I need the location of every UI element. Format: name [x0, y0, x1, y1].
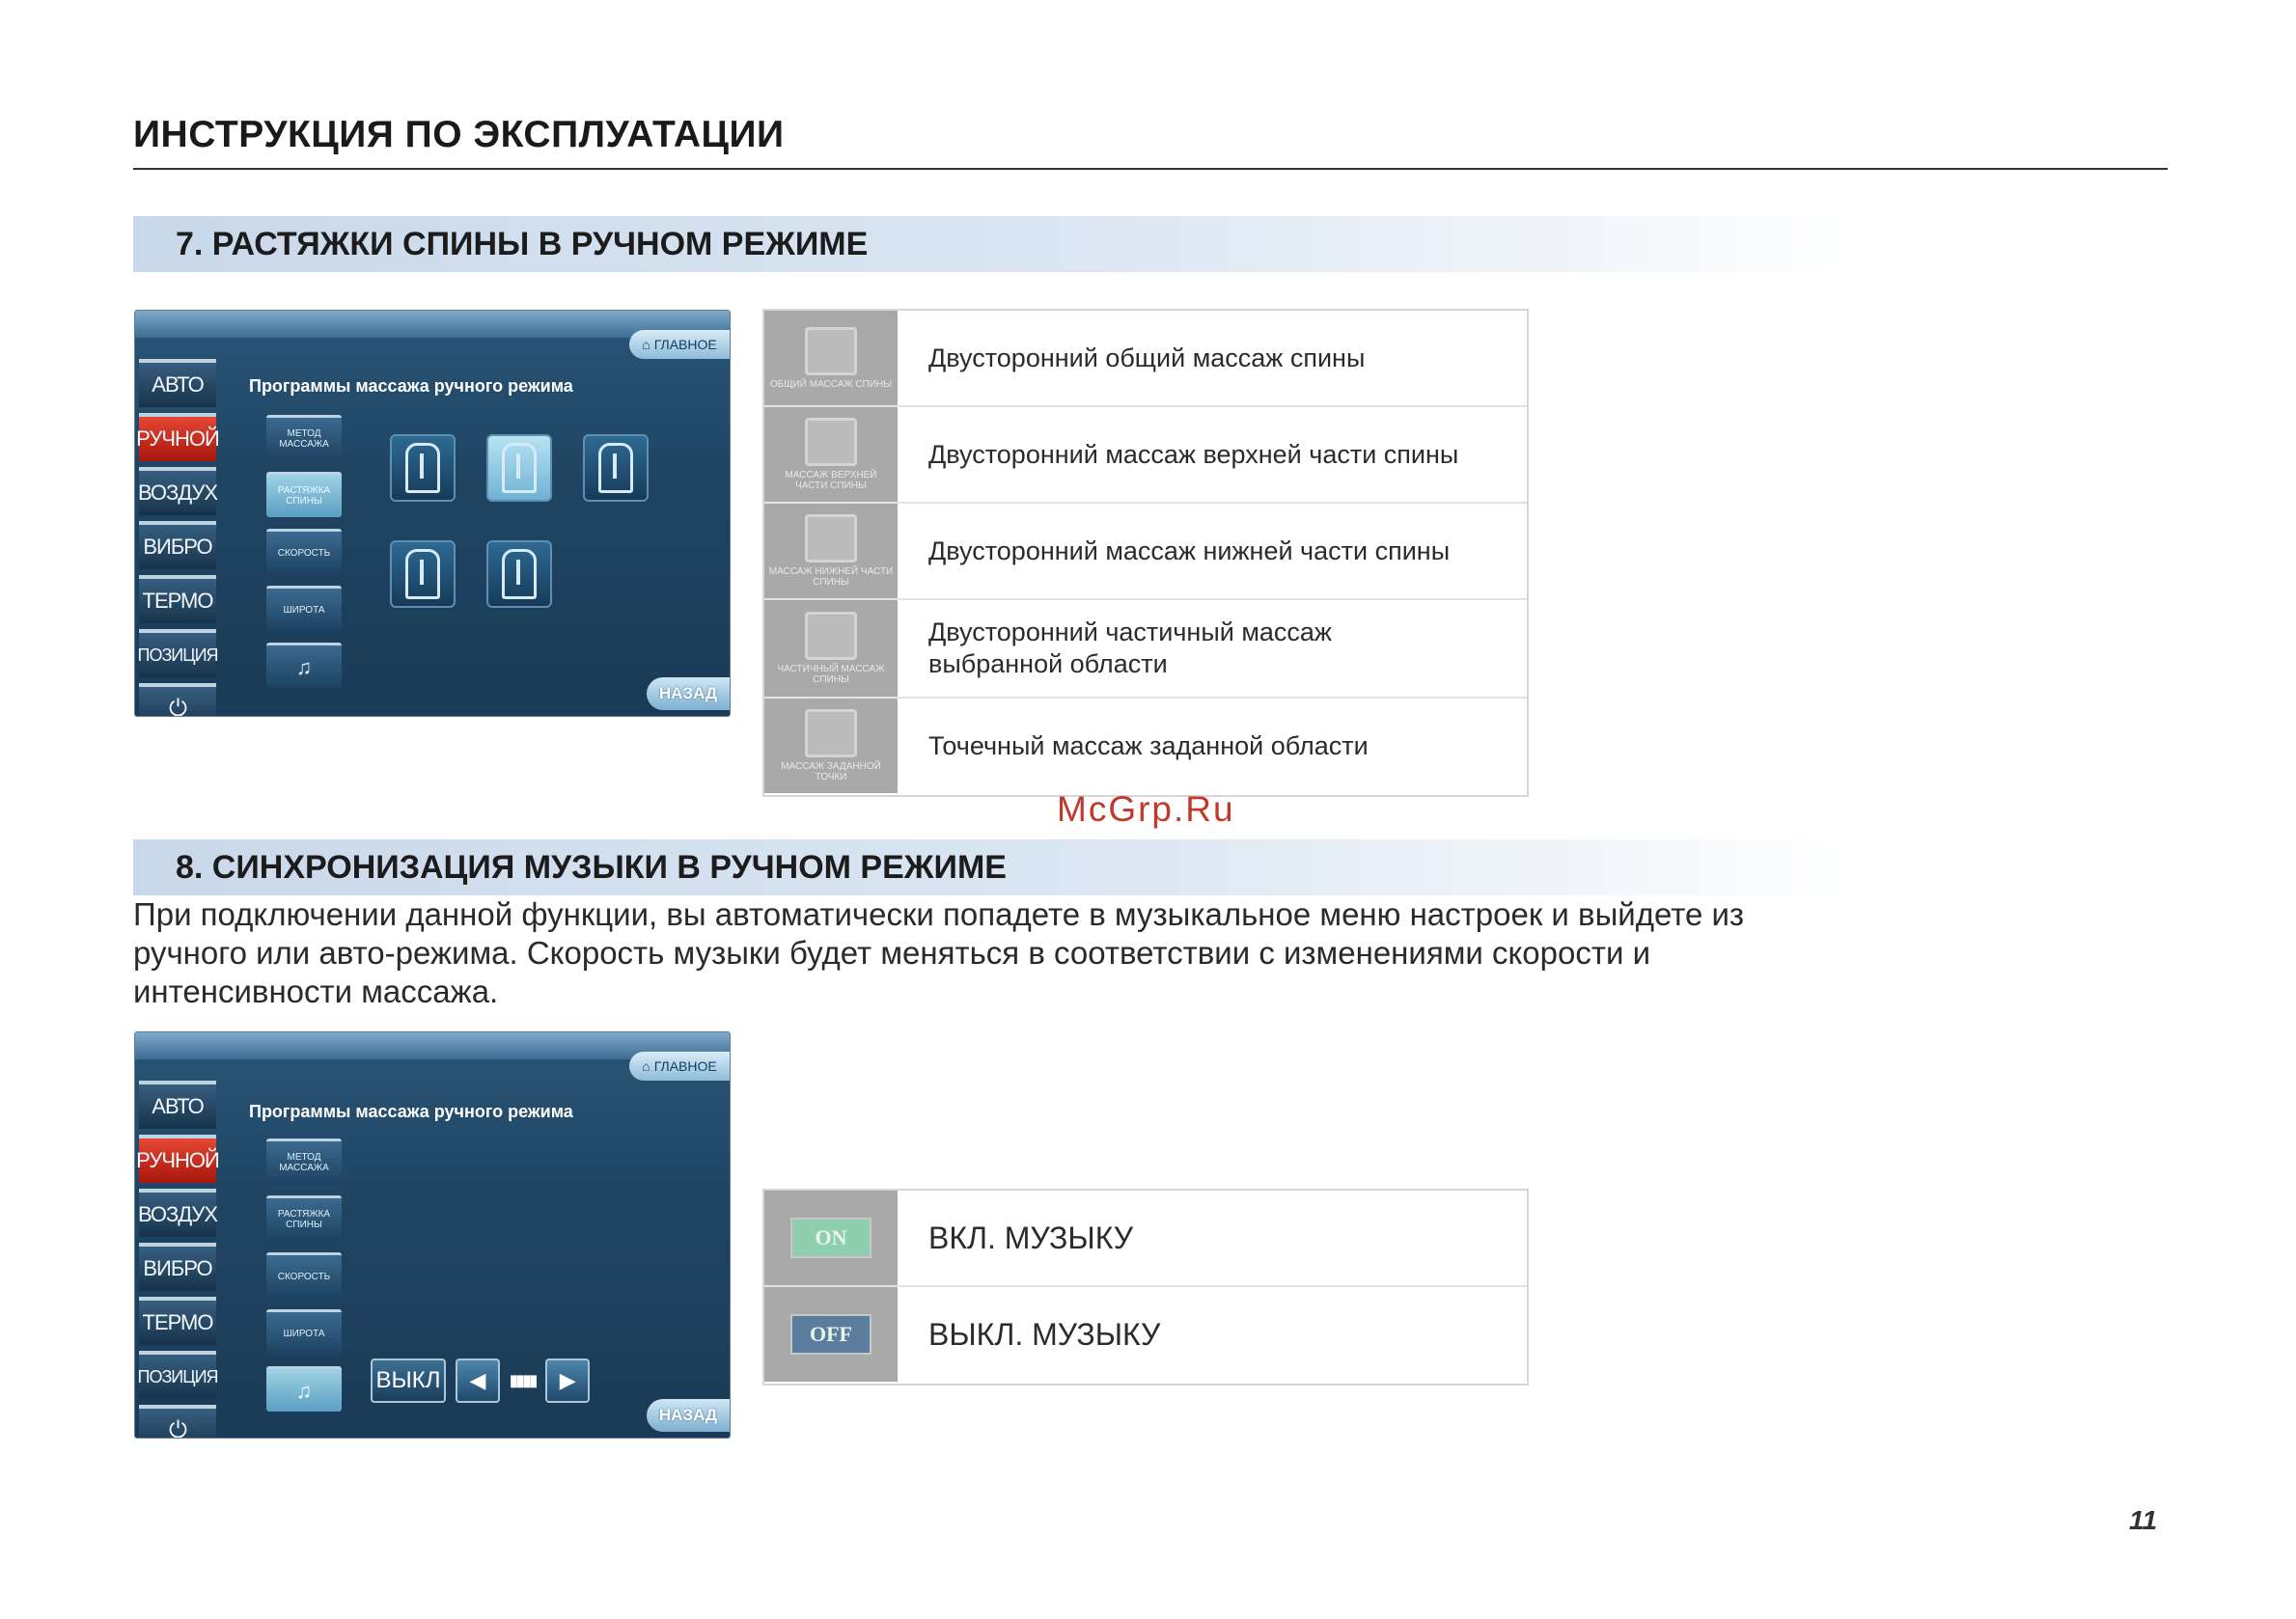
music-icon[interactable]: ♫ [266, 1366, 342, 1412]
legend-row [764, 600, 1527, 699]
section-8-paragraph: При подключении данной функции, вы автоматически попадете в музыкальное меню настроек и выйдете из ручного или авто-режима. Скорость музыки будет меняться в соответствии с изменениями скорости и интенсивности массажа. [133, 896, 1745, 1009]
legend-text: ВКЛ. МУЗЫКУ [928, 1220, 1134, 1255]
full-back-icon [764, 311, 898, 405]
legend-icon-caption: МАССАЖ ЗАДАННОЙ ТОЧКИ [781, 761, 881, 782]
legend-row [764, 1191, 1527, 1287]
sidebar-item-position[interactable]: ПОЗИЦИЯ [139, 1351, 216, 1399]
sidebar-item-thermo[interactable]: ТЕРМО [139, 575, 216, 623]
sidebar-item-auto[interactable]: АВТО [139, 359, 216, 407]
program-lower-back-icon[interactable] [583, 434, 649, 502]
legend-row [764, 1287, 1527, 1382]
legend-row [764, 504, 1527, 600]
submenu-method[interactable]: МЕТОД МАССАЖА [266, 1139, 342, 1184]
sidebar-item-manual[interactable]: РУЧНОЙ [139, 413, 216, 461]
submenu-stretch[interactable]: РАСТЯЖКА СПИНЫ [266, 472, 342, 517]
legend-row [764, 699, 1527, 793]
program-partial-icon[interactable] [390, 540, 456, 608]
mode-sidebar [136, 359, 219, 716]
legend-text: Двусторонний массаж нижней части спины [928, 535, 1451, 565]
legend-icon-caption: МАССАЖ ВЕРХНЕЙ ЧАСТИ СПИНЫ [785, 470, 877, 491]
sidebar-item-vibro[interactable]: ВИБРО [139, 521, 216, 569]
point-massage-icon [764, 699, 898, 793]
screen-header: Программы массажа ручного режима [249, 1102, 573, 1121]
legend-text: Двусторонний массаж верхней части спины [928, 439, 1459, 469]
right-arrow-icon[interactable]: ▶ [545, 1358, 590, 1403]
home-button-label: ГЛАВНОЕ [653, 1058, 717, 1074]
partial-back-icon [764, 600, 898, 697]
watermark: McGrp.Ru [1057, 789, 1235, 829]
submenu-column [266, 1139, 342, 1423]
legend-text: Точечный массаж заданной области [928, 730, 1369, 760]
legend-text: Двусторонний общий массаж спины [928, 343, 1366, 372]
back-button[interactable]: НАЗАД [647, 677, 730, 710]
sidebar-item-thermo[interactable]: ТЕРМО [139, 1297, 216, 1345]
mode-sidebar [136, 1081, 219, 1438]
submenu-width[interactable]: ШИРОТА [266, 586, 342, 631]
program-full-back-icon[interactable] [390, 434, 456, 502]
music-off-badge: OFF [790, 1314, 871, 1355]
legend-icon-caption: ЧАСТИЧНЫЙ МАССАЖ СПИНЫ [777, 664, 885, 685]
submenu-speed[interactable]: СКОРОСТЬ [266, 529, 342, 574]
power-icon[interactable]: ⏻ [139, 683, 216, 716]
title-divider [133, 168, 2168, 170]
upper-back-icon [764, 407, 898, 502]
control-screen-music [135, 1032, 730, 1438]
submenu-stretch[interactable]: РАСТЯЖКА СПИНЫ [266, 1195, 342, 1241]
music-icon[interactable]: ♫ [266, 643, 342, 688]
sidebar-item-air[interactable]: ВОЗДУХ [139, 467, 216, 515]
lower-back-icon [764, 504, 898, 598]
submenu-method[interactable]: МЕТОД МАССАЖА [266, 415, 342, 460]
home-icon: ⌂ [642, 1058, 650, 1074]
page-number: 11 [2129, 1505, 2158, 1535]
music-controls [371, 1358, 590, 1403]
legend-row [764, 407, 1527, 504]
control-screen-stretch [135, 311, 730, 716]
home-button[interactable] [629, 330, 730, 359]
program-upper-back-icon[interactable] [486, 434, 552, 502]
document-title: ИНСТРУКЦИЯ ПО ЭКСПЛУАТАЦИИ [133, 114, 785, 155]
legend-icon-caption: МАССАЖ НИЖНЕЙ ЧАСТИ СПИНЫ [768, 566, 894, 588]
sidebar-item-position[interactable]: ПОЗИЦИЯ [139, 629, 216, 677]
program-point-icon[interactable] [486, 540, 552, 608]
home-icon: ⌂ [642, 337, 650, 352]
music-off-icon [764, 1287, 898, 1382]
music-off-button[interactable]: ВЫКЛ [371, 1358, 446, 1403]
submenu-column [266, 415, 342, 700]
submenu-speed[interactable]: СКОРОСТЬ [266, 1252, 342, 1298]
legend-row [764, 311, 1527, 407]
power-icon[interactable]: ⏻ [139, 1405, 216, 1438]
music-on-badge: ON [790, 1218, 871, 1258]
back-button[interactable]: НАЗАД [647, 1399, 730, 1432]
music-level-bars: ▮▮▮▮ [510, 1373, 537, 1389]
section-7-header [133, 216, 1870, 272]
sidebar-item-air[interactable]: ВОЗДУХ [139, 1189, 216, 1237]
music-on-icon [764, 1191, 898, 1285]
section-8-title: 8. СИНХРОНИЗАЦИЯ МУЗЫКИ В РУЧНОМ РЕЖИМЕ [176, 849, 1007, 886]
legend-text: ВЫКЛ. МУЗЫКУ [928, 1316, 1161, 1352]
legend-text: Двусторонний частичный массаж выбранной области [928, 617, 1332, 678]
screen-header: Программы массажа ручного режима [249, 376, 573, 396]
stretch-legend-table [762, 309, 1529, 797]
section-8-header [133, 839, 1870, 895]
home-button-label: ГЛАВНОЕ [653, 337, 717, 352]
section-7-title: 7. РАСТЯЖКИ СПИНЫ В РУЧНОМ РЕЖИМЕ [176, 226, 869, 262]
music-legend-table [762, 1189, 1529, 1386]
sidebar-item-auto[interactable]: АВТО [139, 1081, 216, 1129]
legend-icon-caption: ОБЩИЙ МАССАЖ СПИНЫ [769, 378, 893, 390]
home-button[interactable] [629, 1052, 730, 1081]
submenu-width[interactable]: ШИРОТА [266, 1309, 342, 1355]
sidebar-item-vibro[interactable]: ВИБРО [139, 1243, 216, 1291]
left-arrow-icon[interactable]: ◀ [456, 1358, 500, 1403]
sidebar-item-manual[interactable]: РУЧНОЙ [139, 1135, 216, 1183]
